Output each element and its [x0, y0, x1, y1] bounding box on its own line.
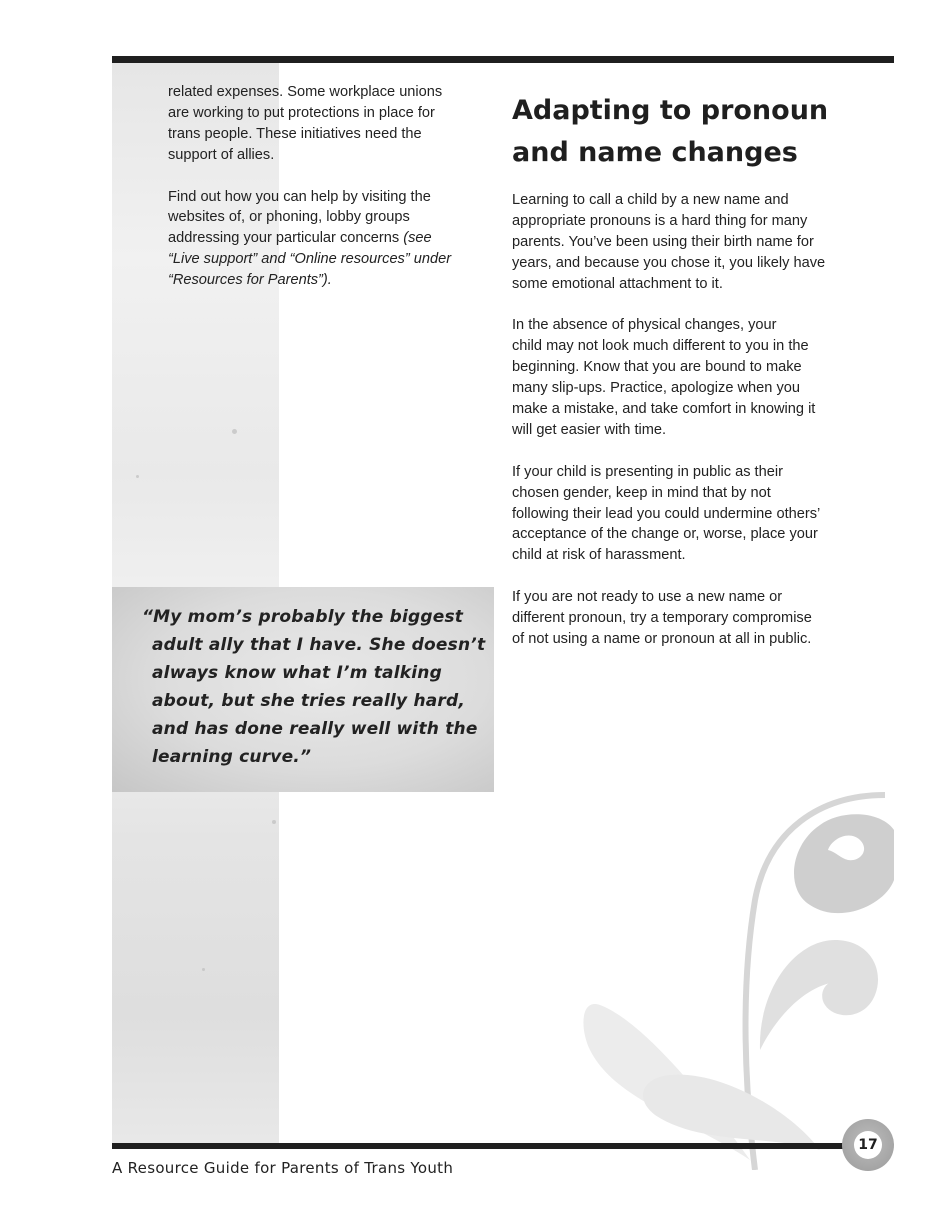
italic-reference: “Live support” and “Online resources” under [168, 251, 452, 268]
text-line: support of allies. [168, 146, 275, 163]
heading-line: Adapting to pronoun [512, 95, 829, 126]
italic-reference: (see [403, 230, 432, 247]
heading-line: and name changes [512, 137, 798, 168]
right-column [512, 90, 872, 671]
text-line: years, and because you chose it, you likely have [512, 254, 826, 271]
left-paragraph-2 [168, 187, 493, 292]
speck [272, 820, 276, 824]
text-line: different pronoun, try a temporary compromise [512, 610, 812, 627]
text-line: Learning to call a child by a new name and [512, 192, 789, 208]
text-line: child may not look much different to you in the [512, 338, 809, 355]
top-rule [112, 56, 894, 63]
footer-title: A Resource Guide for Parents of Trans Youth [112, 1159, 454, 1177]
quote-line: about, but she tries really hard, [152, 691, 466, 711]
section-heading [512, 90, 872, 174]
text-line: trans people. These initiatives need the [168, 125, 422, 142]
text-line: If your child is presenting in public as their [512, 463, 783, 480]
right-paragraph-3 [512, 462, 872, 567]
quote-line: adult ally that I have. She doesn’t [152, 635, 486, 655]
text-line: many slip-ups. Practice, apologize when you [512, 380, 800, 397]
text-line: beginning. Know that you are bound to make [512, 359, 802, 376]
decorative-flourish [580, 790, 900, 1170]
speck [136, 475, 139, 478]
text-line: In the absence of physical changes, your [512, 317, 777, 334]
page-number: 17 [854, 1131, 882, 1159]
text-line: of not using a name or pronoun at all in public. [512, 630, 812, 647]
text-line: parents. You’ve been using their birth name for [512, 233, 814, 250]
text-line: are working to put protections in place for [168, 104, 435, 121]
left-column [168, 82, 493, 312]
italic-reference: “Resources for Parents”). [168, 272, 332, 289]
text-line: following their lead you could undermine others’ [512, 505, 821, 522]
text-line: related expenses. Some workplace unions [168, 84, 443, 100]
text-line: acceptance of the change or, worse, place your [512, 526, 818, 543]
quote-line: always know what I’m talking [152, 663, 442, 683]
flourish-leaf-upper [760, 940, 878, 1050]
right-paragraph-2 [512, 315, 872, 440]
flourish-curl [794, 814, 894, 913]
speck [232, 429, 237, 434]
text-line: chosen gender, keep in mind that by not [512, 484, 771, 501]
left-paragraph-1 [168, 82, 493, 166]
text-line [168, 228, 493, 249]
text-fragment: addressing your particular concerns [168, 230, 404, 247]
bottom-rule [112, 1143, 872, 1149]
text-line: child at risk of harassment. [512, 547, 686, 564]
pull-quote [142, 603, 486, 771]
pull-quote-box [112, 587, 494, 792]
speck [202, 968, 205, 971]
text-line: websites of, or phoning, lobby groups [168, 209, 410, 226]
text-line: If you are not ready to use a new name or [512, 589, 783, 606]
text-line: appropriate pronouns is a hard thing for many [512, 212, 808, 229]
right-paragraph-1 [512, 190, 872, 295]
quote-line: learning curve.” [152, 747, 312, 767]
text-line: some emotional attachment to it. [512, 275, 723, 292]
quote-line: and has done really well with the [152, 719, 478, 739]
text-line: will get easier with time. [512, 421, 667, 438]
text-line: make a mistake, and take comfort in knowing it [512, 401, 816, 418]
right-paragraph-4 [512, 587, 872, 650]
page-number-badge [842, 1119, 894, 1171]
text-line: Find out how you can help by visiting the [168, 188, 431, 205]
quote-line: “My mom’s probably the biggest [142, 607, 464, 627]
